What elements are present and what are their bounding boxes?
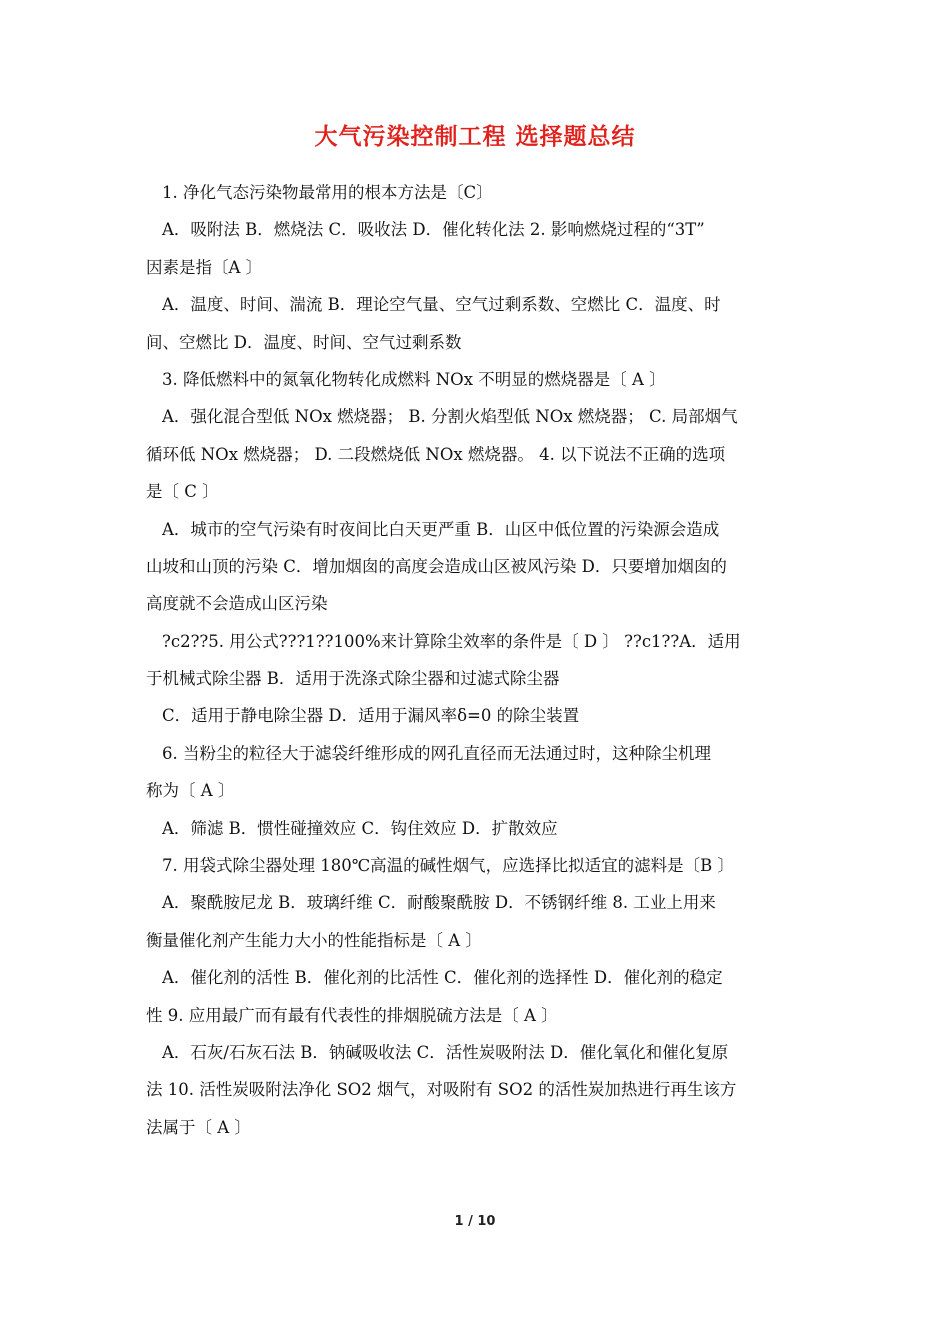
text-line: 山坡和山顶的污染 C．增加烟囱的高度会造成山区被风污染 D．只要增加烟囱的 [146,556,727,576]
document-body [146,174,811,1146]
text-line: ?c2??5. 用公式???1??100%来计算除尘效率的条件是〔 D 〕 ??c1??A．适用 [162,631,741,651]
text-line: A．聚酰胺尼龙 B．玻璃纤维 C．耐酸聚酰胺 D．不锈钢纤维 8. 工业上用来 [162,893,716,913]
text-line: 因素是指〔A 〕 [146,257,263,277]
text-line: 6. 当粉尘的粒径大于滤袋纤维形成的网孔直径而无法通过时，这种除尘机理 [162,743,711,763]
text-line: 法 10. 活性炭吸附法净化 SO2 烟气，对吸附有 SO2 的活性炭加热进行再生该方 [146,1080,737,1100]
text-line: A．石灰/石灰石法 B．钠碱吸收法 C．活性炭吸附法 D．催化氧化和催化复原 [162,1042,729,1062]
text-line: 循环低 NOx 燃烧器； D. 二段燃烧低 NOx 燃烧器。 4. 以下说法不正确的选项 [146,444,726,464]
page-title: 大气污染控制工程 选择题总结 [314,124,636,150]
text-line: 法属于〔 A 〕 [146,1117,251,1137]
text-line: 于机械式除尘器 B．适用于洗涤式除尘器和过滤式除尘器 [146,669,560,689]
text-line: A．城市的空气污染有时夜间比白天更严重 B．山区中低位置的污染源会造成 [162,519,720,539]
text-line: 高度就不会造成山区污染 [146,594,328,614]
text-line: A．吸附法 B．燃烧法 C．吸收法 D．催化转化法 2. 影响燃烧过程的“3T” [162,220,705,240]
text-line: 称为〔 A 〕 [146,781,235,801]
text-line: C．适用于静电除尘器 D．适用于漏风率δ=0 的除尘装置 [162,706,580,726]
page-number: 1 / 10 [454,1214,496,1229]
text-line: 3. 降低燃料中的氮氧化物转化成燃料 NOx 不明显的燃烧器是〔 A 〕 [162,369,666,389]
text-line: 间、空燃比 D．温度、时间、空气过剩系数 [146,332,462,352]
text-line: 衡量催化剂产生能力大小的性能指标是〔 A 〕 [146,930,482,950]
text-line: A．筛滤 B．惯性碰撞效应 C．钩住效应 D．扩散效应 [162,818,558,838]
text-line: A．强化混合型低 NOx 燃烧器； B. 分割火焰型低 NOx 燃烧器； C. 局部烟气 [162,407,738,427]
text-line: 7. 用袋式除尘器处理 180℃高温的碱性烟气，应选择比拟适宜的滤料是〔B 〕 [162,856,735,876]
text-line: 性 9. 应用最广而有最有代表性的排烟脱硫方法是〔 A 〕 [146,1005,558,1025]
text-line: A．温度、时间、湍流 B．理论空气量、空气过剩系数、空燃比 C．温度、时 [162,295,721,315]
text-line: A．催化剂的活性 B．催化剂的比活性 C．催化剂的选择性 D．催化剂的稳定 [162,968,723,988]
text-line: 是〔 C 〕 [146,482,219,502]
text-line: 1. 净化气态污染物最常用的根本方法是〔C〕 [162,183,493,202]
